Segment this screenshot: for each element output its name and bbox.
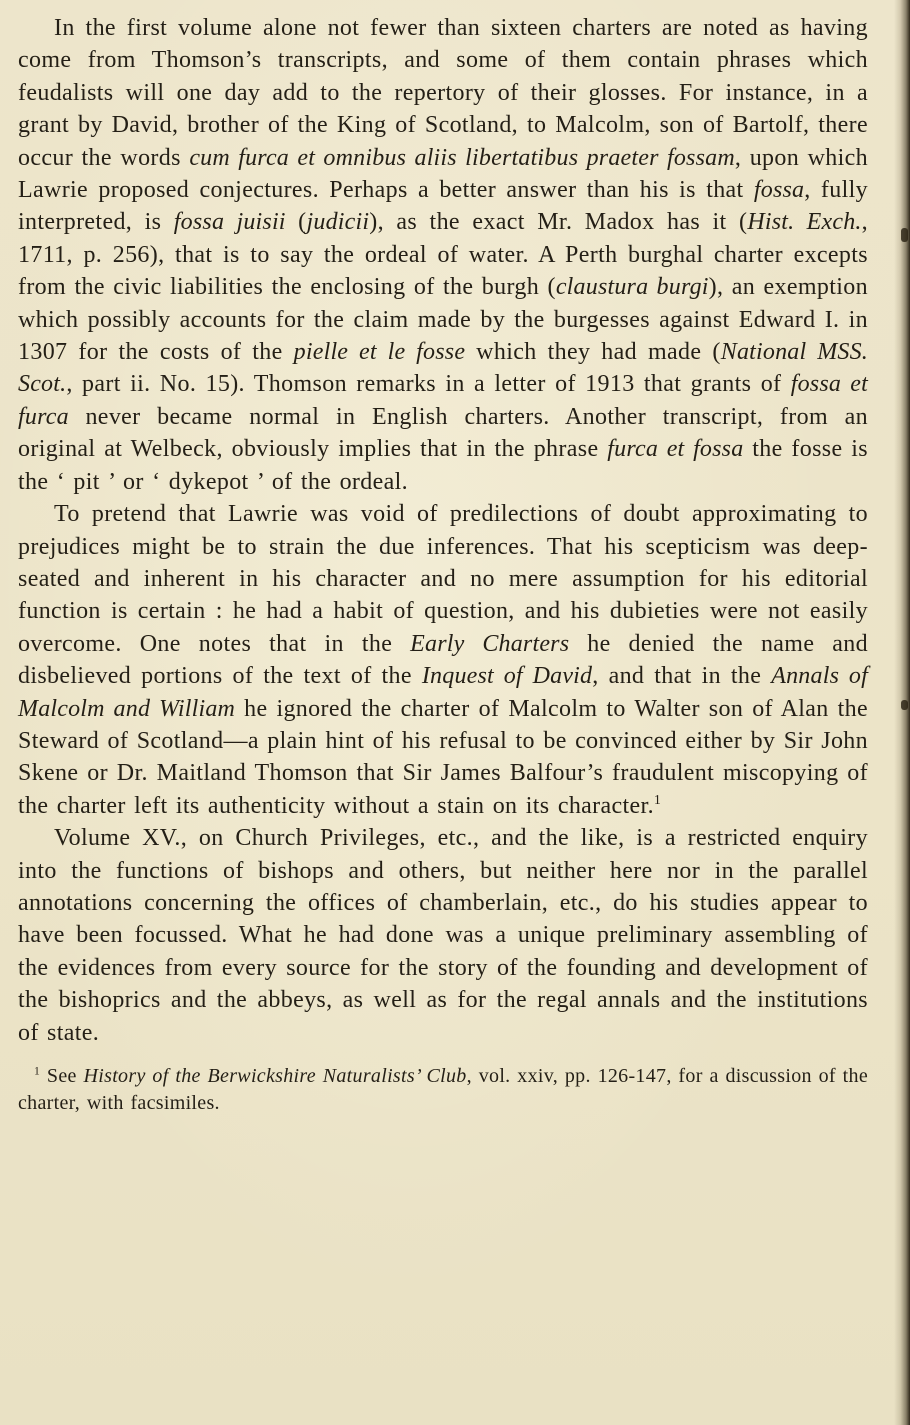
paragraph-1-italic-segment: fossa	[753, 177, 805, 204]
paragraph-1-italic-segment: cum furca et omnibus aliis libertatibus praeter fossam	[189, 144, 735, 171]
paragraph-1-text-segment: ), an exemption which possibly accounts for the claim made by the burgesses against Edward I. in 1307 for the costs of the	[18, 274, 868, 366]
footnote-text-segment: See	[40, 1065, 84, 1087]
paragraph-1-italic-segment: fossa et furca	[18, 371, 868, 430]
paragraph-1-italic-segment: pielle et le fosse	[293, 339, 466, 366]
paragraph-1-text-segment: In the first volume alone not fewer than sixteen charters are noted as having come from Thomson’s transcripts, and some of them contain phrases which feudalists will one day add to the repertory of their glosses. For instance, in a grant by David, brother of the King of Scotland, to Malcolm, son of Bartolf, there occur the words	[18, 15, 868, 171]
paragraph-1-text-segment: the fosse is the ‘ pit ’ or ‘ dykepot ’ of the ordeal.	[18, 436, 868, 495]
paragraph-2-text-segment: he ignored the charter of Malcolm to Walter son of Alan the Steward of Scotland—a plain hint of his refusal to be convinced either by Sir John Skene or Dr. Maitland Thomson that Sir James Balfour’s fraudulent miscopying of the charter left its authenticity without a stain on its character.	[18, 695, 868, 819]
paragraph-2-italic-segment: Early Charters	[410, 630, 570, 657]
footnote	[18, 1063, 868, 1117]
paragraph-2-text-segment: he denied the name and disbelieved portions of the text of the	[18, 630, 868, 690]
paragraph-2-text-segment: , and that in the	[592, 663, 772, 690]
footnote-text-segment: , vol. xxiv, pp. 126-147, for a discussion of the charter, with facsimiles.	[18, 1065, 869, 1114]
paragraph-3-text-segment: Volume XV., on Church Privileges, etc., and the like, is a restricted enquiry into the functions of bishops and others, but neither here nor in the parallel annotations concerning the offices of chamberlain, etc., do his studies appear to have been focussed. What he had done was a unique preliminary assembling of the evidences from every source for the story of the founding and development of the bishoprics and the abbeys, as well as for the regal annals and the institutions of state.	[18, 825, 868, 1046]
paragraph-1	[18, 12, 868, 498]
paragraph-1-italic-segment: fossa juisii	[173, 209, 286, 236]
paragraph-1-text-segment: , upon which Lawrie proposed conjectures. Perhaps a better answer than his is that	[18, 144, 868, 204]
footnote-marker: 1	[653, 792, 662, 808]
paragraph-1-italic-segment: furca et fossa	[607, 436, 744, 463]
paragraph-1-italic-segment: Hist. Exch.	[747, 209, 862, 236]
paragraph-2-italic-segment: Inquest of David	[421, 663, 593, 690]
paragraph-1-italic-segment: judicii	[306, 209, 370, 236]
paragraph-1-text-segment: , 1711, p. 256), that is to say the ordeal of water. A Perth burghal charter excepts from the civic liabilities the enclosing of the burgh (	[18, 209, 868, 301]
paragraph-1-italic-segment: claustura burgi	[555, 274, 709, 301]
paragraph-1-text-segment: (	[285, 209, 307, 236]
paragraph-2-text-segment: To pretend that Lawrie was void of predilections of doubt approximating to prejudices might be to strain the due inferences. That his scepticism was deep-seated and inherent in his character and no mere assumption for his editorial function is certain : he had a habit of question, and his dubieties were not easily overcome. One notes that in the	[18, 501, 868, 657]
paragraph-1-text-segment: never became normal in English charters. Another transcript, from an original at Welbeck, obviously implies that in the phrase	[18, 403, 868, 463]
paragraph-1-text-segment: , fully interpreted, is	[18, 177, 869, 236]
footnote-italic-segment: History of the Berwickshire Naturalists’ Club	[83, 1065, 467, 1087]
footnote-marker: 1	[34, 1064, 41, 1078]
paragraph-1-text-segment: which they had made (	[465, 339, 721, 366]
paragraph-1-text-segment: ), as the exact Mr. Madox has it (	[369, 209, 748, 236]
paragraph-2-italic-segment: Annals of Malcolm and William	[18, 663, 868, 722]
paragraph-2	[18, 498, 868, 822]
paragraph-1-text-segment: , part ii. No. 15). Thomson remarks in a letter of 1913 that grants of	[66, 371, 791, 398]
paragraph-3	[18, 822, 868, 1049]
paragraph-1-italic-segment: National MSS. Scot.	[18, 339, 868, 398]
